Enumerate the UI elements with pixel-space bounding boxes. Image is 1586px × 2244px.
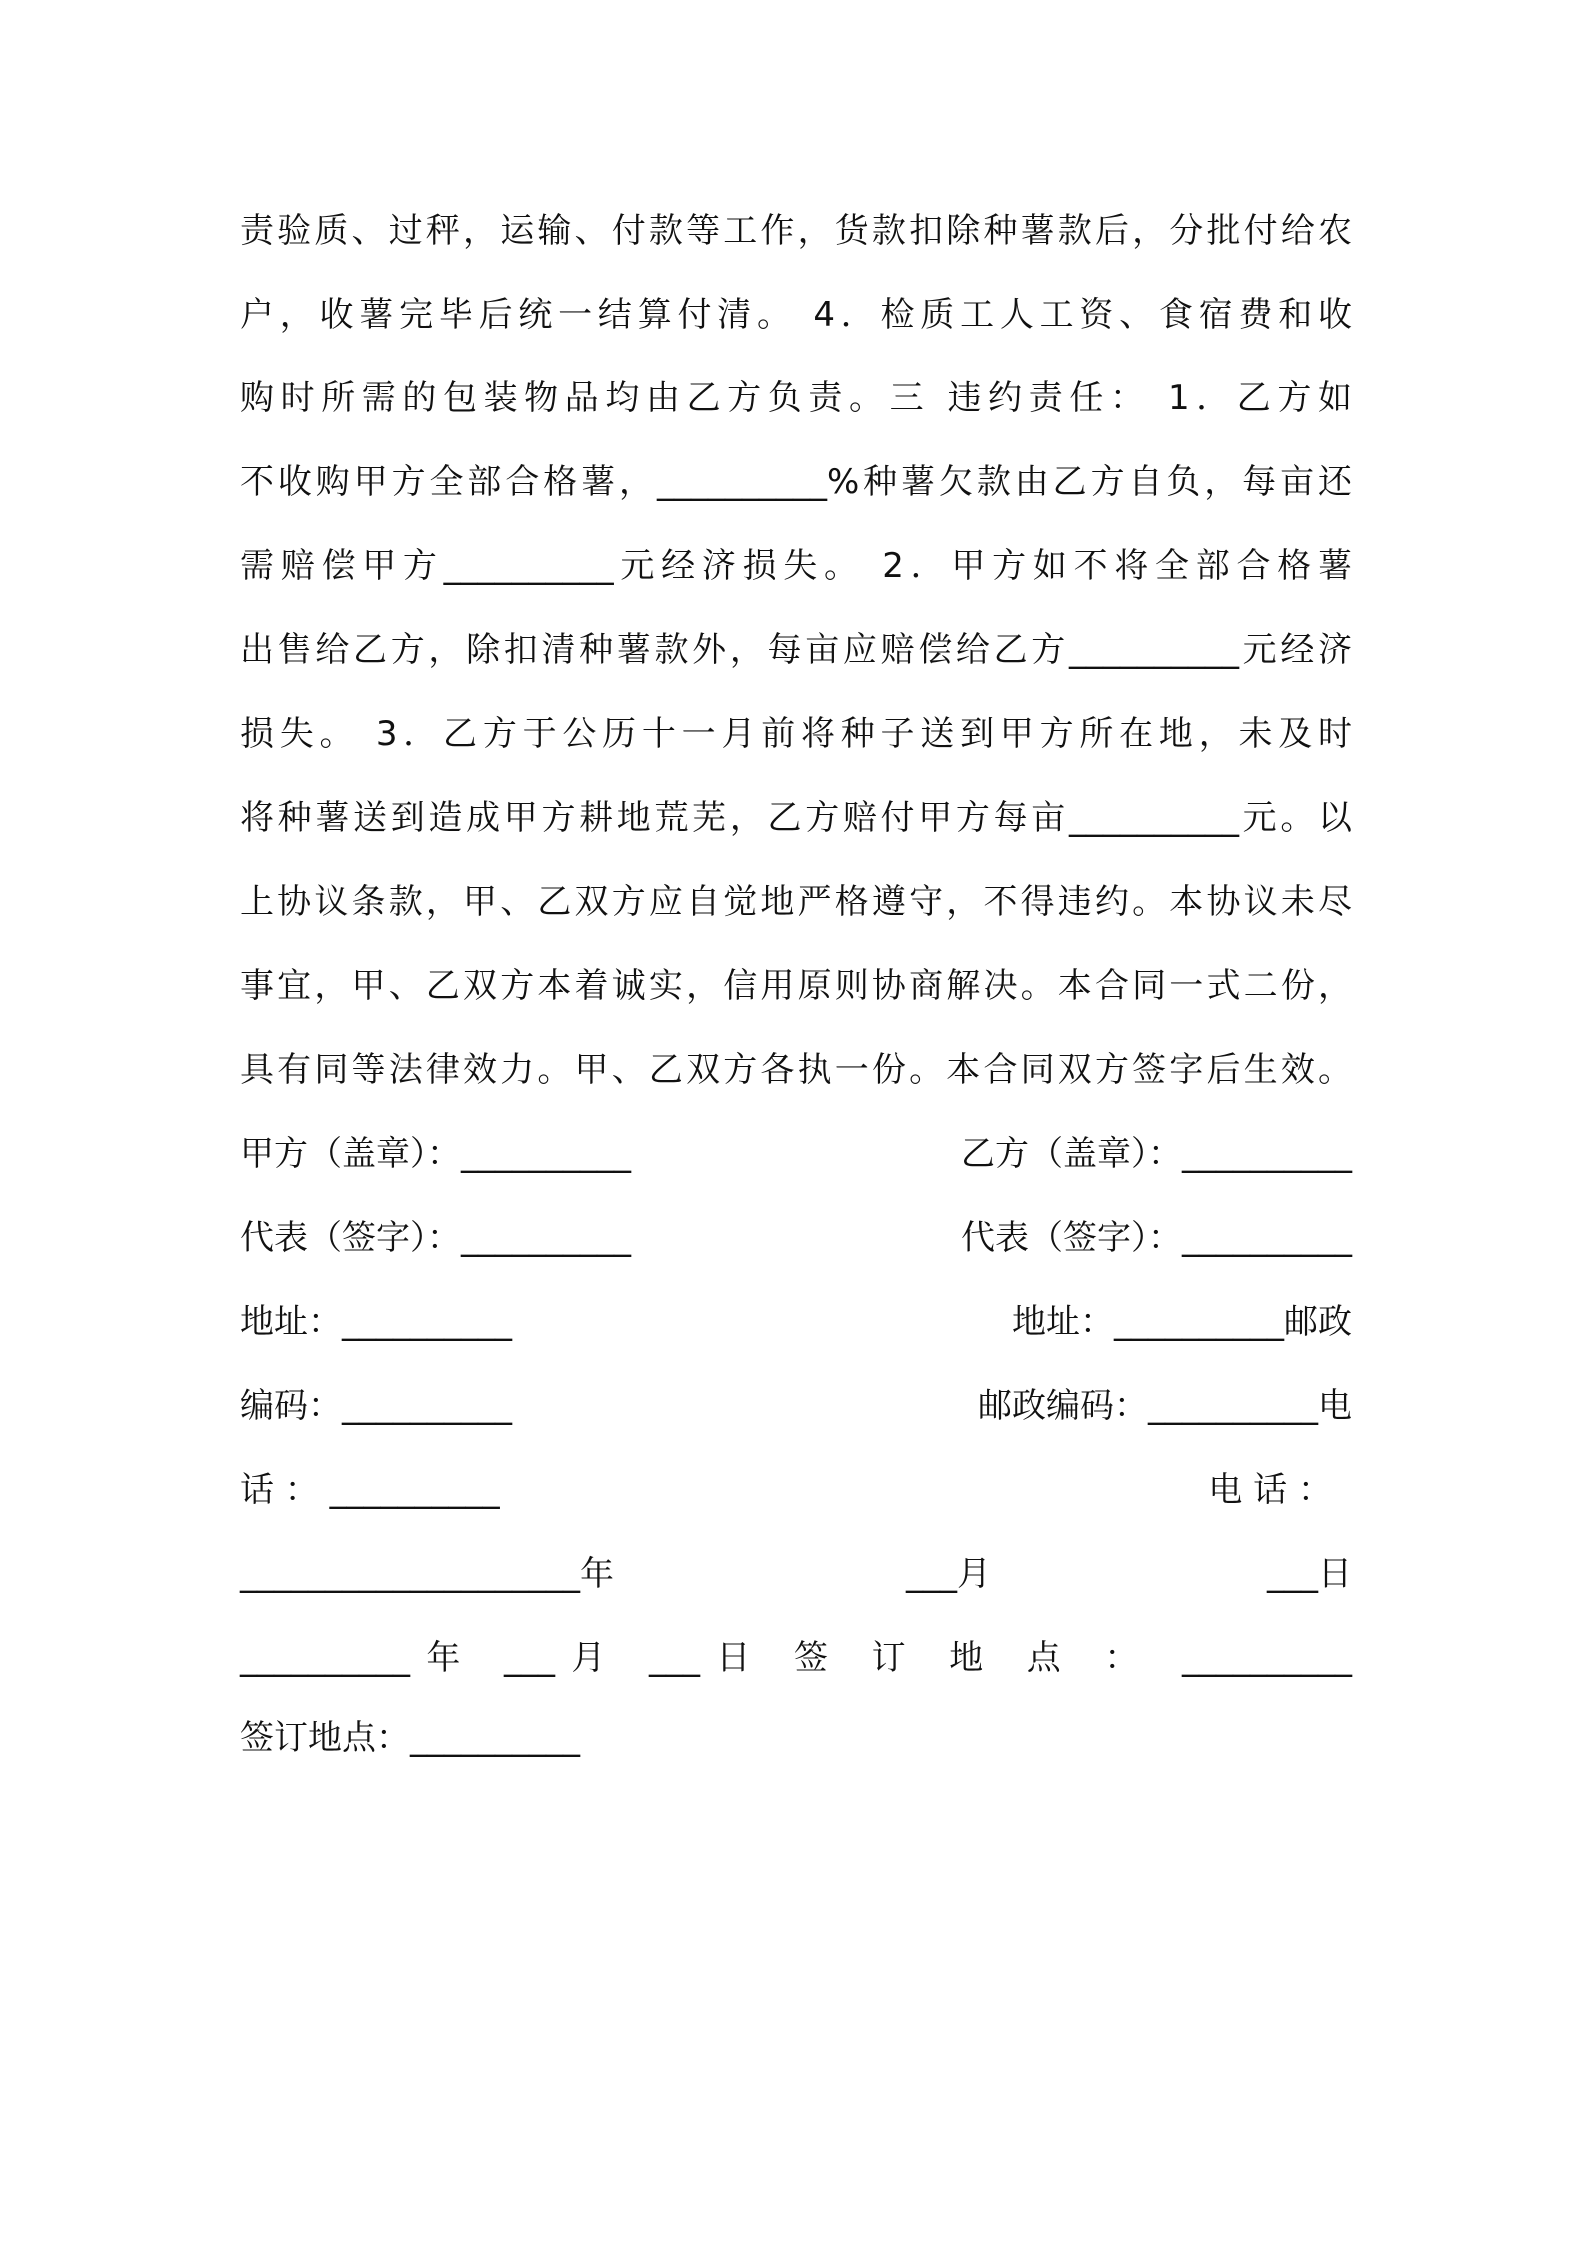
party-a-seal: 甲方（盖章）：__________ xyxy=(240,1134,631,1174)
sign-place-row xyxy=(240,1712,1352,1764)
party-b-address: 地址：__________邮政 xyxy=(1012,1302,1352,1342)
rep-row xyxy=(240,1212,1352,1264)
party-a-postcode: 编码：__________ xyxy=(240,1386,512,1426)
party-b-rep: 代表（签字）：__________ xyxy=(961,1218,1352,1258)
sign-place: 签订地点：__________ xyxy=(240,1718,580,1758)
body-line-4: 不收购甲方全部合格薯，__________%种薯欠款由乙方自负，每亩还 xyxy=(240,462,1352,502)
date-year: ____________________年 xyxy=(240,1554,614,1594)
body-line-7: 损失。 3．乙方于公历十一月前将种子送到甲方所在地，未及时 xyxy=(240,714,1352,754)
seal-row xyxy=(240,1128,1352,1180)
body-line-9: 上协议条款，甲、乙双方应自觉地严格遵守，不得违约。本协议未尽 xyxy=(240,882,1352,922)
body-line-10: 事宜，甲、乙双方本着诚实，信用原则协商解决。本合同一式二份， xyxy=(240,966,1352,1006)
party-a-phone: 话 ： __________ xyxy=(240,1470,500,1510)
body-line-2: 户，收薯完毕后统一结算付清。 4．检质工人工资、食宿费和收 xyxy=(240,295,1352,335)
date-row-2: __________年 ___月 ___日 签 订 地 点 ： __________ xyxy=(240,1638,1352,1678)
body-line-6: 出售给乙方，除扣清种薯款外，每亩应赔偿给乙方__________元经济 xyxy=(240,630,1352,670)
date-month: ___月 xyxy=(906,1554,991,1594)
postcode-row xyxy=(240,1380,1352,1432)
phone-row xyxy=(240,1464,1352,1516)
party-b-postcode: 邮政编码：__________电 xyxy=(978,1386,1352,1426)
party-a-address: 地址：__________ xyxy=(240,1302,512,1342)
date-row-1 xyxy=(240,1548,1352,1600)
body-line-11: 具有同等法律效力。甲、乙双方各执一份。本合同双方签字后生效。 xyxy=(240,1050,1352,1090)
body-line-1: 责验质、过秤，运输、付款等工作，货款扣除种薯款后，分批付给农 xyxy=(240,211,1352,251)
address-row xyxy=(240,1296,1352,1348)
party-b-phone: 电 话 ： xyxy=(1208,1470,1332,1510)
party-b-seal: 乙方（盖章）：__________ xyxy=(961,1134,1352,1174)
party-a-rep: 代表（签字）：__________ xyxy=(240,1218,631,1258)
body-line-3: 购时所需的包装物品均由乙方负责。三 违约责任： 1．乙方如 xyxy=(240,378,1352,418)
body-line-8: 将种薯送到造成甲方耕地荒芜，乙方赔付甲方每亩__________元。以 xyxy=(240,798,1352,838)
date-day: ___日 xyxy=(1267,1554,1352,1594)
body-line-5: 需赔偿甲方__________元经济损失。 2．甲方如不将全部合格薯 xyxy=(240,546,1352,586)
